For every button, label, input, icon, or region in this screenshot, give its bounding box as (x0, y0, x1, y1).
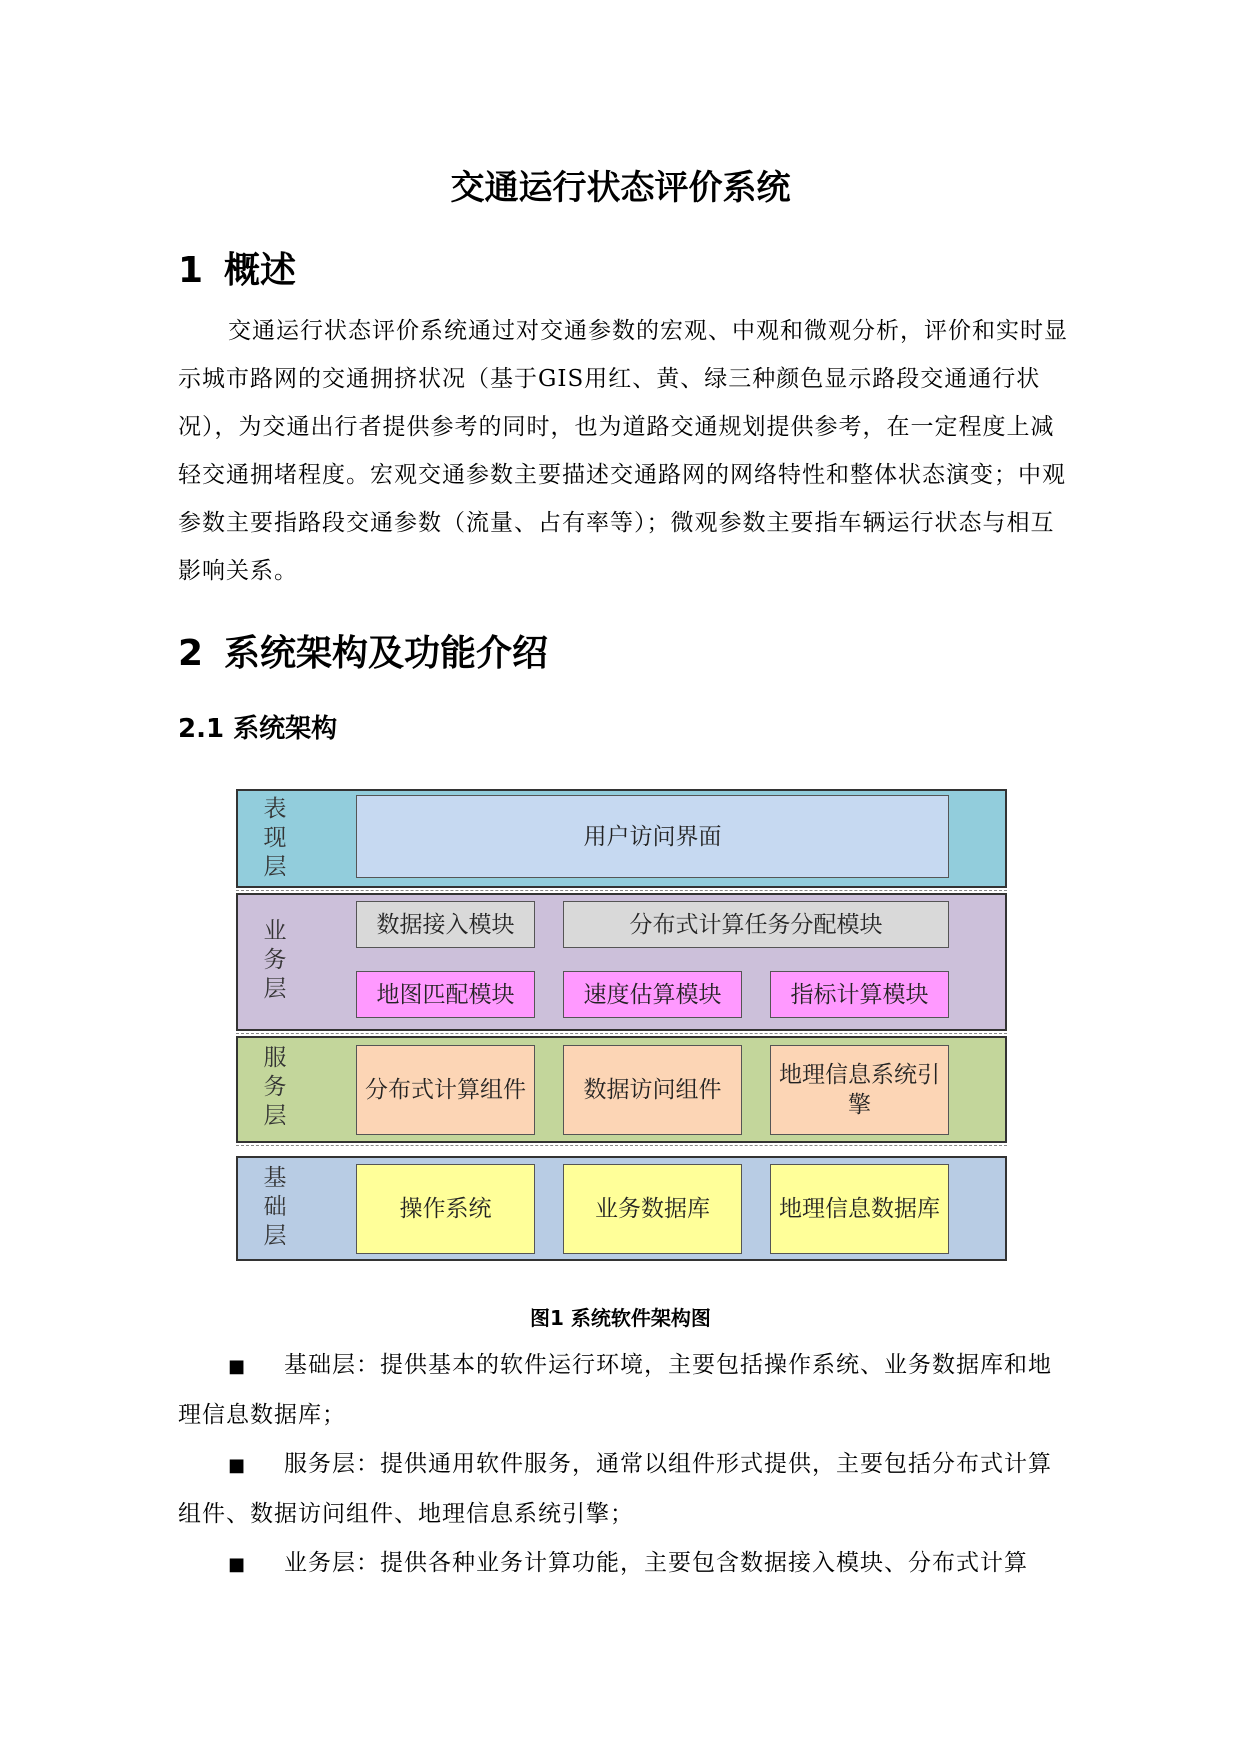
section-1-number: 1 (178, 250, 204, 291)
subsection-2-1-heading: 2.1 系统架构 (178, 714, 338, 744)
indicator-calculation-module-box: 指标计算模块 (770, 971, 949, 1018)
map-matching-module-box: 地图匹配模块 (356, 971, 535, 1018)
business-layer (236, 893, 1007, 1031)
gis-database-box: 地理信息数据库 (770, 1164, 949, 1254)
layer-divider (236, 1033, 1007, 1034)
service-layer-label: 服 务 层 (263, 1045, 287, 1129)
section-2-title: 系统架构及功能介绍 (224, 633, 549, 674)
bullet-service-layer (178, 1440, 1068, 1538)
distributed-task-module-box: 分布式计算任务分配模块 (563, 901, 949, 948)
bullet-business-layer-text: 业务层：提供各种业务计算功能，主要包含数据接入模块、分布式计算 (284, 1550, 1028, 1576)
document-title: 交通运行状态评价系统 (450, 168, 791, 208)
speed-estimation-module-box: 速度估算模块 (563, 971, 742, 1018)
bullet-square-icon: ■ (228, 1455, 247, 1476)
bullet-base-layer (178, 1341, 1068, 1439)
base-layer-label: 基 础 层 (263, 1165, 287, 1249)
section-2-heading (178, 625, 548, 676)
section-1-title: 概述 (224, 250, 297, 291)
data-access-component-box: 数据访问组件 (563, 1045, 742, 1135)
bullet-square-icon: ■ (228, 1554, 247, 1575)
business-database-box: 业务数据库 (563, 1164, 742, 1254)
layer-divider (236, 1145, 1007, 1146)
bullet-business-layer (178, 1539, 1068, 1589)
bullet-base-layer-text: 基础层：提供基本的软件运行环境，主要包括操作系统、业务数据库和地理信息数据库； (178, 1352, 1052, 1428)
base-layer (236, 1156, 1007, 1261)
data-access-module-box: 数据接入模块 (356, 901, 535, 948)
bullet-square-icon: ■ (228, 1356, 247, 1377)
layer-divider (236, 890, 1007, 891)
overview-paragraph: 交通运行状态评价系统通过对交通参数的宏观、中观和微观分析，评价和实时显示城市路网的交通拥挤状况（基于GIS用红、黄、绿三种颜色显示路段交通通行状况），为交通出行者提供参考的同时，也为道路交通规划提供参考，在一定程度上减轻交通拥堵程度。宏观交通参数主要描述交通路网的网络特性和整体状态演变；中观参数主要指路段交通参数（流量、占有率等）；微观参数主要指车辆运行状态与相互影响关系。 (178, 318, 1068, 584)
section-1-heading (178, 242, 296, 293)
presentation-layer (236, 789, 1007, 888)
architecture-diagram (236, 789, 1011, 1271)
business-layer-label: 业 务 层 (263, 918, 287, 1002)
service-layer (236, 1036, 1007, 1143)
distributed-compute-component-box: 分布式计算组件 (356, 1045, 535, 1135)
bullet-service-layer-text: 服务层：提供通用软件服务，通常以组件形式提供，主要包括分布式计算组件、数据访问组件、地理信息系统引擎； (178, 1451, 1052, 1527)
operating-system-box: 操作系统 (356, 1164, 535, 1254)
user-interface-box: 用户访问界面 (356, 795, 949, 878)
figure-caption: 图1 系统软件架构图 (530, 1306, 711, 1330)
gis-engine-box: 地理信息系统引擎 (770, 1045, 949, 1135)
section-2-number: 2 (178, 633, 204, 674)
presentation-layer-label: 表 现 层 (263, 796, 287, 880)
